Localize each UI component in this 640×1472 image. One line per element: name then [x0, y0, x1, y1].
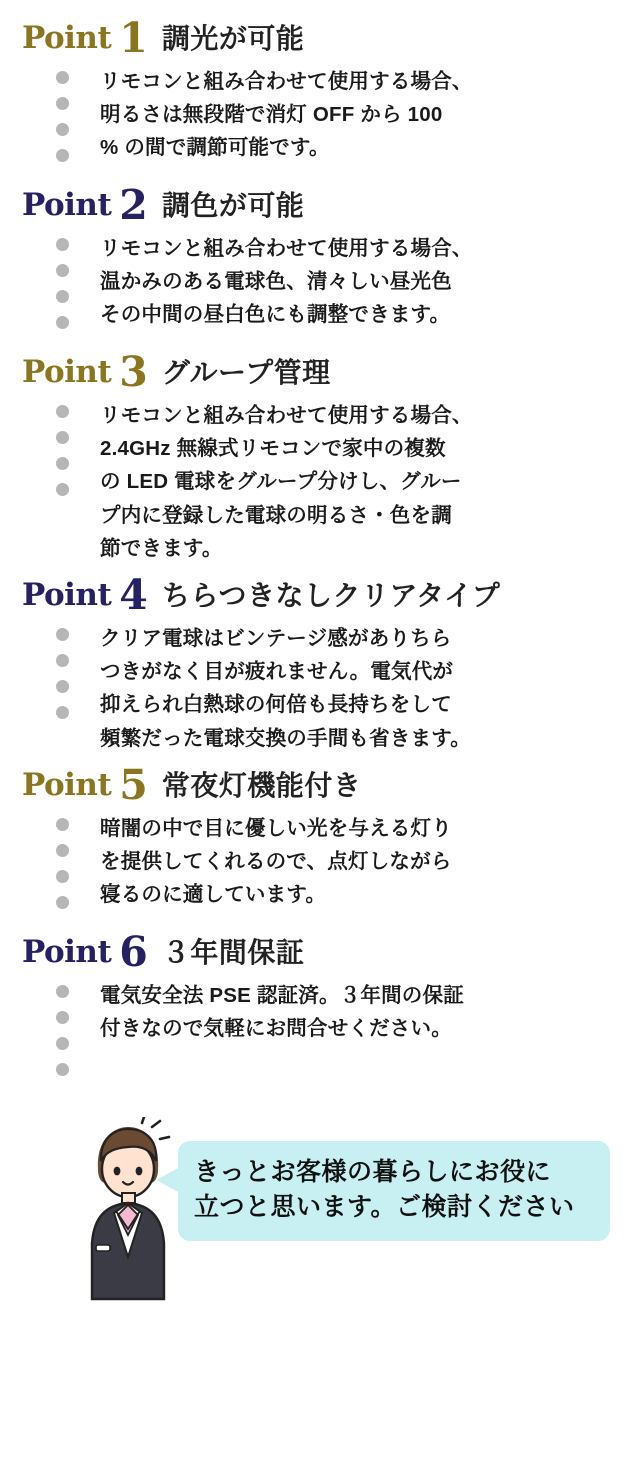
footer-section	[0, 1099, 640, 1314]
point-title: 調色が可能	[161, 190, 305, 221]
bullet-dot-icon	[56, 290, 69, 303]
point-number: 1	[119, 14, 148, 62]
bullet-dot-icon	[56, 97, 69, 110]
point-description-line: 寝るのに適しています。	[100, 883, 327, 907]
point-block	[0, 14, 640, 175]
point-body	[0, 399, 640, 565]
point-block	[0, 181, 640, 342]
bullet-dot-icon	[56, 818, 69, 831]
point-description-line: 明るさは無段階で消灯 OFF から 100	[100, 103, 443, 127]
bullet-dot-icon	[56, 316, 69, 329]
point-number: 6	[119, 927, 148, 976]
bullet-dot-icon	[56, 985, 69, 998]
point-description-line: リモコンと組み合わせて使用する場合、	[100, 404, 473, 427]
balloon-line: 立つと思います。ご検討ください	[194, 1192, 575, 1221]
bullet-dot-icon	[56, 264, 69, 277]
point-description-line: リモコンと組み合わせて使用する場合、	[100, 70, 473, 93]
point-label: Point	[22, 187, 112, 223]
bullet-dot-icon	[56, 431, 69, 444]
point-title: ３年間保証	[161, 936, 305, 968]
point-number: 5	[119, 760, 148, 809]
bullet-dots	[0, 232, 100, 342]
point-description	[100, 622, 640, 755]
bullet-dots	[0, 979, 100, 1089]
point-description-line: 電気安全法 PSE 認証済。３年間の保証	[100, 983, 464, 1007]
bullet-dot-icon	[56, 1063, 69, 1076]
point-body	[0, 65, 640, 175]
point-block	[0, 761, 640, 922]
point-description-line: 暗闇の中で目に優しい光を与える灯り	[100, 816, 452, 840]
bullet-dot-icon	[56, 654, 69, 667]
point-description-line: を提供してくれるので、点灯しながら	[100, 850, 452, 874]
point-description-line: クリア電球はビンテージ感がありちら	[100, 627, 452, 651]
point-description-line: 節できます。	[100, 536, 223, 560]
speech-balloon	[178, 1141, 610, 1241]
bullet-dot-icon	[56, 1037, 69, 1050]
point-block	[0, 928, 640, 1089]
point-description-line: その中間の昼白色にも調整できます。	[100, 303, 451, 327]
point-description	[100, 232, 640, 342]
bullet-dot-icon	[56, 71, 69, 84]
point-heading	[0, 348, 640, 396]
point-number: 4	[119, 571, 148, 620]
point-label: Point	[22, 20, 112, 56]
point-description-line: の LED 電球をグループ分けし、グルー	[100, 470, 462, 494]
mascot-illustration	[70, 1117, 190, 1302]
point-body	[0, 979, 640, 1089]
point-description	[100, 65, 640, 175]
bullet-dot-icon	[56, 706, 69, 719]
bullet-dots	[0, 65, 100, 175]
bullet-dots	[0, 399, 100, 565]
bullet-dot-icon	[56, 896, 69, 909]
point-label: Point	[22, 354, 112, 390]
point-number: 3	[119, 348, 148, 396]
bullet-dot-icon	[56, 149, 69, 162]
point-description	[100, 399, 640, 565]
point-title: 調光が可能	[161, 23, 305, 54]
bullet-dot-icon	[56, 680, 69, 693]
point-title: グループ管理	[161, 357, 331, 388]
point-description-line: 頻繁だった電球交換の手間も省きます。	[100, 726, 471, 750]
point-description-line: リモコンと組み合わせて使用する場合、	[100, 237, 473, 260]
bullet-dot-icon	[56, 1011, 69, 1024]
point-block	[0, 571, 640, 755]
point-description	[100, 812, 640, 922]
point-number: 2	[119, 181, 148, 229]
point-title: ちらつきなしクリアタイプ	[161, 580, 501, 612]
point-heading	[0, 571, 640, 620]
point-description-line: 抑えられ白熱球の何倍も長持ちをして	[100, 693, 452, 717]
point-body	[0, 232, 640, 342]
point-body	[0, 812, 640, 922]
point-description-line: % の間で調節可能です。	[100, 136, 330, 160]
bullet-dot-icon	[56, 844, 69, 857]
point-title: 常夜灯機能付き	[161, 769, 362, 801]
point-description-line: プ内に登録した電球の明るさ・色を調	[100, 503, 452, 527]
bullet-dot-icon	[56, 405, 69, 418]
bullet-dots	[0, 812, 100, 922]
point-label: Point	[22, 577, 112, 614]
point-description-line: つきがなく目が疲れません。電気代が	[100, 660, 454, 684]
balloon-line: きっとお客様の暮らしにお役に	[194, 1157, 552, 1186]
point-description	[100, 979, 640, 1089]
bullet-dot-icon	[56, 483, 69, 496]
point-label: Point	[22, 766, 112, 803]
point-heading	[0, 927, 640, 976]
points-list	[0, 14, 640, 1089]
point-body	[0, 622, 640, 755]
point-description-line: 付きなので気軽にお問合せください。	[100, 1017, 452, 1041]
bullet-dot-icon	[56, 238, 69, 251]
bullet-dot-icon	[56, 628, 69, 641]
point-label: Point	[22, 933, 112, 970]
point-heading	[0, 14, 640, 62]
bullet-dot-icon	[56, 457, 69, 470]
point-block	[0, 348, 640, 565]
bullet-dot-icon	[56, 123, 69, 136]
bullet-dots	[0, 622, 100, 755]
point-heading	[0, 181, 640, 229]
bullet-dot-icon	[56, 870, 69, 883]
point-description-line: 2.4GHz 無線式リモコンで家中の複数	[100, 437, 446, 461]
point-description-line: 温かみのある電球色、清々しい昼光色	[100, 270, 452, 294]
point-heading	[0, 760, 640, 809]
